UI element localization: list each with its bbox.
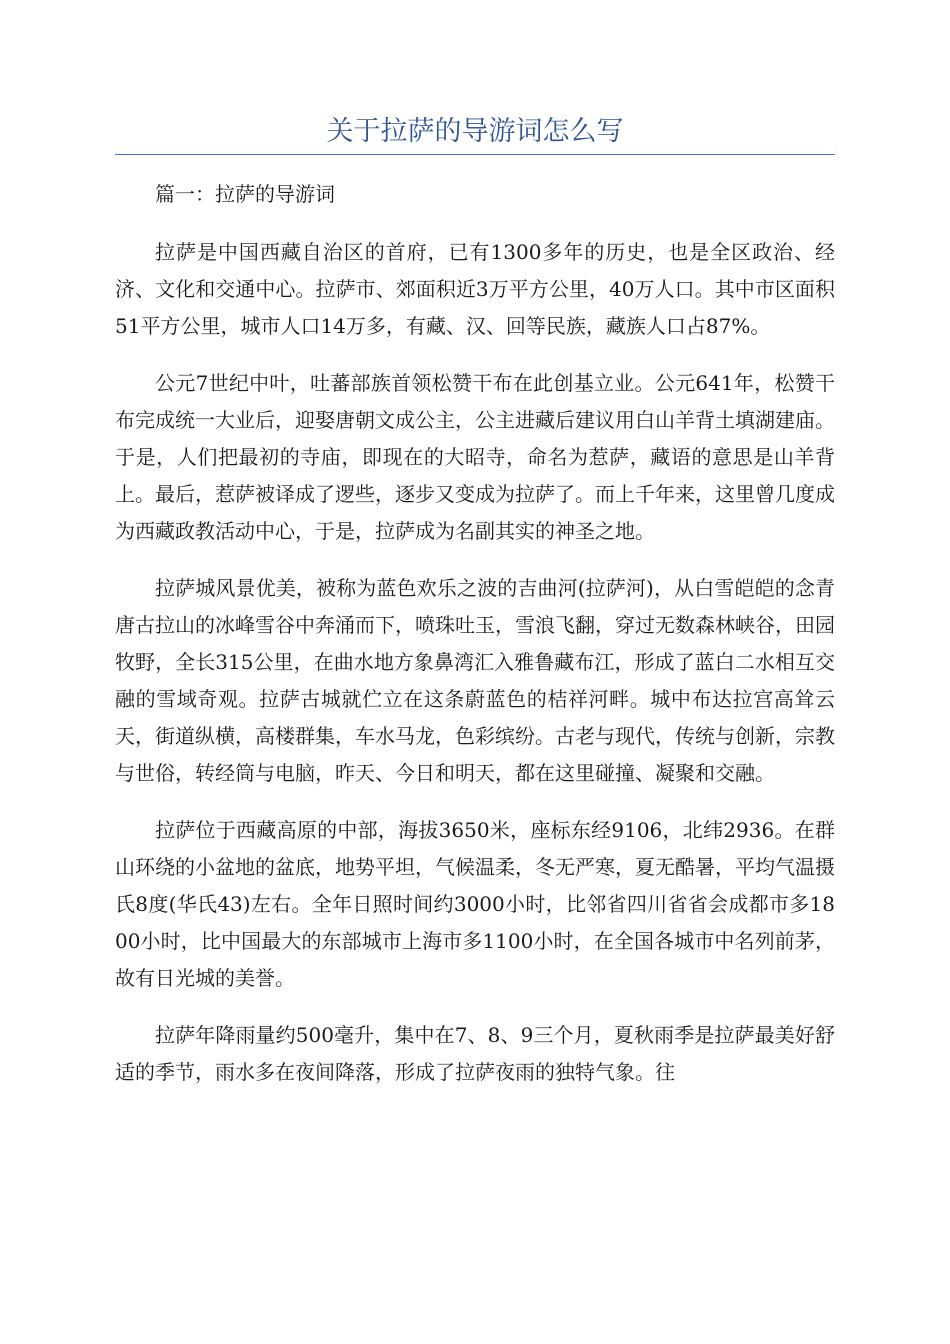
title-underline	[115, 154, 835, 155]
paragraph-2: 公元7世纪中叶，吐蕃部族首领松赞干布在此创基立业。公元641年，松赞干布完成统一大业后，迎娶唐朝文成公主，公主进藏后建议用白山羊背土填湖建庙。于是，人们把最初的寺庙，即现在的大昭寺，命名为惹萨，藏语的意思是山羊背上。最后，惹萨被译成了逻些，逐步又变成为拉萨了。而上千年来，这里曾几度成为西藏政教活动中心，于是，拉萨成为名副其实的神圣之地。	[115, 371, 835, 543]
document-title: 关于拉萨的导游词怎么写	[326, 116, 624, 147]
paragraph-5: 拉萨年降雨量约500毫升，集中在7、8、9三个月，夏秋雨季是拉萨最美好舒适的季节，雨水多在夜间降落，形成了拉萨夜雨的独特气象。往	[115, 1023, 835, 1084]
document-body	[115, 174, 835, 1111]
paragraph-3: 拉萨城风景优美，被称为蓝色欢乐之波的吉曲河(拉萨河)，从白雪皑皑的念青唐古拉山的冰峰雪谷中奔涌而下，喷珠吐玉，雪浪飞翻，穿过无数森林峡谷，田园牧野，全长315公里，在曲水地方象鼻湾汇入雅鲁藏布江，形成了蓝白二水相互交融的雪域奇观。拉萨古城就伫立在这条蔚蓝色的桔祥河畔。城中布达拉宫高耸云天，街道纵横，高楼群集，车水马龙，色彩缤纷。古老与现代，传统与创新，宗教与世俗，转经筒与电脑，昨天、今日和明天，都在这里碰撞、凝聚和交融。	[115, 576, 835, 785]
paragraph-4: 拉萨位于西藏高原的中部，海拔3650米，座标东经9106，北纬2936。在群山环绕的小盆地的盆底，地势平坦，气候温柔，冬无严寒，夏无酷暑，平均气温摄氏8度(华氏43)左右。全年日照时间约3000小时，比邻省四川省省会成都市多1800小时，比中国最大的东部城市上海市多1100小时，在全国各城市中名列前茅，故有日光城的美誉。	[115, 818, 835, 990]
section-heading: 篇一：拉萨的导游词	[155, 182, 335, 206]
paragraph-1: 拉萨是中国西藏自治区的首府，已有1300多年的历史，也是全区政治、经济、文化和交通中心。拉萨市、郊面积近3万平方公里，40万人口。其中市区面积51平方公里，城市人口14万多，有藏、汉、回等民族，藏族人口占87%。	[115, 240, 835, 338]
